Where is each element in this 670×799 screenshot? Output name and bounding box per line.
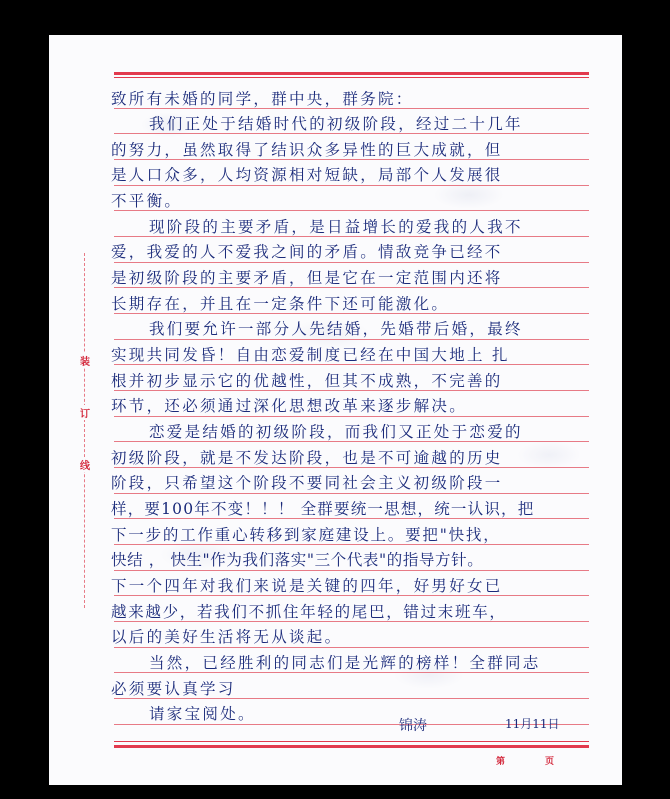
bottom-rule <box>114 745 589 748</box>
body-line: 我们要允许一部分人先结婚，先婚带后婚，最终 <box>149 320 523 338</box>
body-line: 恋爱是结婚的初级阶段，而我们又正处于恋爱的 <box>149 423 523 441</box>
page-label-right: 页 <box>545 757 555 767</box>
body-line: 必须要认真学习 <box>111 680 236 698</box>
page-label-left: 第 <box>496 757 506 767</box>
body-line: 下一个四年对我们来说是关键的四年，好男好女已 <box>111 577 503 595</box>
body-line: 快结 ， 快生"作为我们落实"三个代表"的指导方针。 <box>111 551 484 569</box>
salutation: 致所有未婚的同学，群中央，群务院： <box>111 90 414 108</box>
body-line: 样，要100年不变！！！ 全群要统一思想，统一认识，把 <box>111 500 535 518</box>
body-line: 当然，已经胜利的同志们是光辉的榜样！全群同志 <box>149 654 541 672</box>
body-line: 不平衡。 <box>111 192 183 210</box>
body-line: 以后的美好生活将无从谈起。 <box>111 628 343 646</box>
letter-paper <box>49 35 622 785</box>
body-line: 我们正处于结婚时代的初级阶段，经过二十几年 <box>149 115 523 133</box>
date: 11月11日 <box>505 717 560 731</box>
body-line: 根并初步显示它的优越性，但其不成熟，不完善的 <box>111 372 503 390</box>
body-line: 是初级阶段的主要矛盾，但是它在一定范围内还将 <box>111 269 503 287</box>
binding-char-xian: 线 <box>78 457 92 472</box>
body-line: 现阶段的主要矛盾，是日益增长的爱我的人我不 <box>149 218 523 236</box>
body-line: 是人口众多，人均资源相对短缺，局部个人发展很 <box>111 166 503 184</box>
body-line: 长期存在，并且在一定条件下还可能激化。 <box>111 295 450 313</box>
body-line: 的努力，虽然取得了结识众多异性的巨大成就，但 <box>111 141 503 159</box>
binding-char-zhuang: 装 <box>78 353 92 368</box>
body-line: 越来越少，若我们不抓住年轻的尾巴，错过末班车， <box>111 603 507 621</box>
closing-line: 请家宝阅处。 <box>149 705 256 723</box>
binding-line <box>84 253 85 608</box>
body-line: 初级阶段，就是不发达阶段，也是不可逾越的历史 <box>111 449 503 467</box>
top-rule <box>114 72 589 75</box>
body-line: 实现共同发昏！自由恋爱制度已经在中国大地上 扎 <box>111 346 510 364</box>
signature: 锦涛 <box>399 718 427 734</box>
binding-char-ding: 订 <box>78 405 92 420</box>
bottom-rule-thin <box>114 741 589 742</box>
body-line: 阶段，只希望这个阶段不要同社会主义初级阶段一 <box>111 474 503 492</box>
body-line: 爱，我爱的人不爱我之间的矛盾。情敌竞争已经不 <box>111 243 503 261</box>
body-line: 下一步的工作重心转移到家庭建设上。要把"快找， <box>111 526 501 544</box>
top-rule-thin <box>114 77 589 78</box>
body-line: 环节，还必须通过深化思想改革来逐步解决。 <box>111 397 468 415</box>
